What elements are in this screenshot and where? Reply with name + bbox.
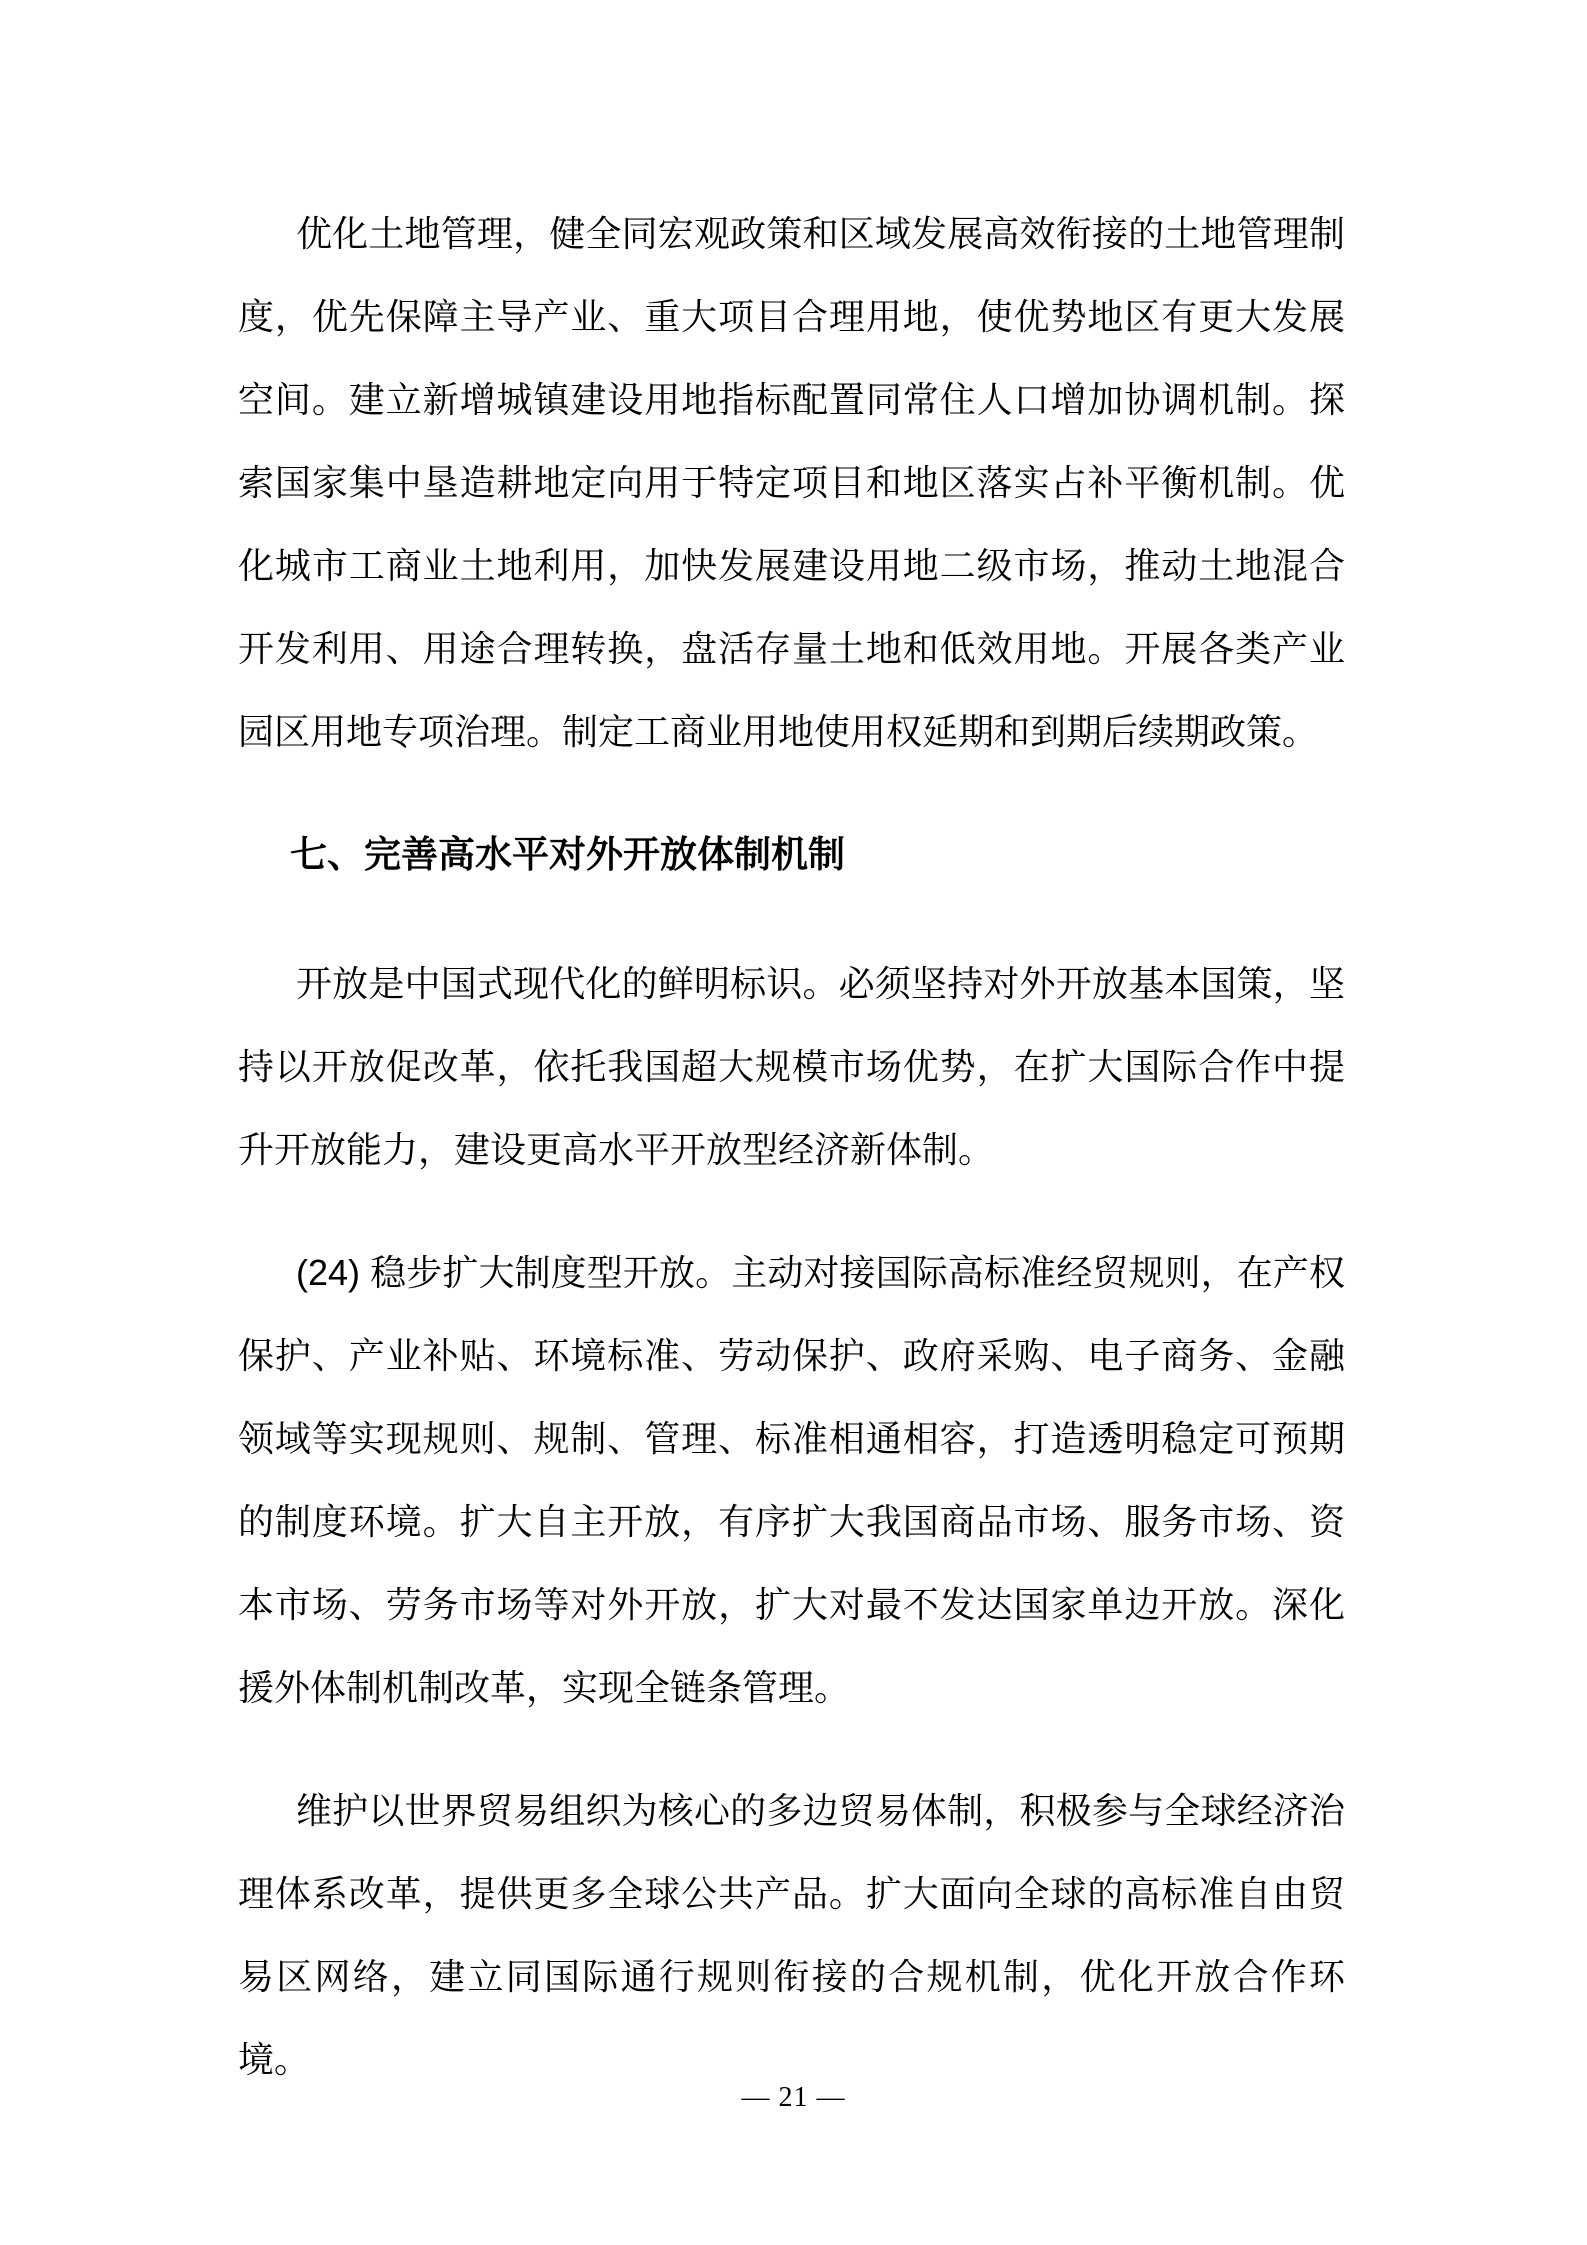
paragraph-wto-multilateral-trade: 维护以世界贸易组织为核心的多边贸易体制，积极参与全球经济治理体系改革，提供更多全球公共产品。扩大面向全球的高标准自由贸易区网络，建立同国际通行规则衔接的合规机制，优化开放合作环境。 [238, 1790, 1345, 2080]
paragraph-land-management: 优化土地管理，健全同宏观政策和区域发展高效衔接的土地管理制度，优先保障主导产业、重大项目合理用地，使优势地区有更大发展空间。建立新增城镇建设用地指标配置同常住人口增加协调机制。探索国家集中垦造耕地定向用于特定项目和地区落实占补平衡机制。优化城市工商业土地利用，加快发展建设用地二级市场，推动土地混合开发利用、用途合理转换，盘活存量土地和低效用地。开展各类产业园区用地专项治理。制定工商业用地使用权延期和到期后续期政策。 [238, 213, 1345, 752]
paragraph-item-24-institutional-opening: (24) 稳步扩大制度型开放。主动对接国际高标准经贸规则，在产权保护、产业补贴、环境标准、劳动保护、政府采购、电子商务、金融领域等实现规则、规制、管理、标准相通相容，打造透明稳定可预期的制度环境。扩大自主开放，有序扩大我国商品市场、服务市场、资本市场、劳务市场等对外开放，扩大对最不发达国家单边开放。深化援外体制机制改革，实现全链条管理。 [238, 1252, 1345, 1708]
document-body [238, 192, 1345, 2141]
page-number: — 21 — [741, 2082, 846, 2113]
paragraph-opening-statement: 开放是中国式现代化的鲜明标识。必须坚持对外开放基本国策，坚持以开放促改革，依托我国超大规模市场优势，在扩大国际合作中提升开放能力，建设更高水平开放型经济新体制。 [238, 963, 1345, 1170]
section-heading-seven: 七、完善高水平对外开放体制机制 [290, 834, 845, 875]
